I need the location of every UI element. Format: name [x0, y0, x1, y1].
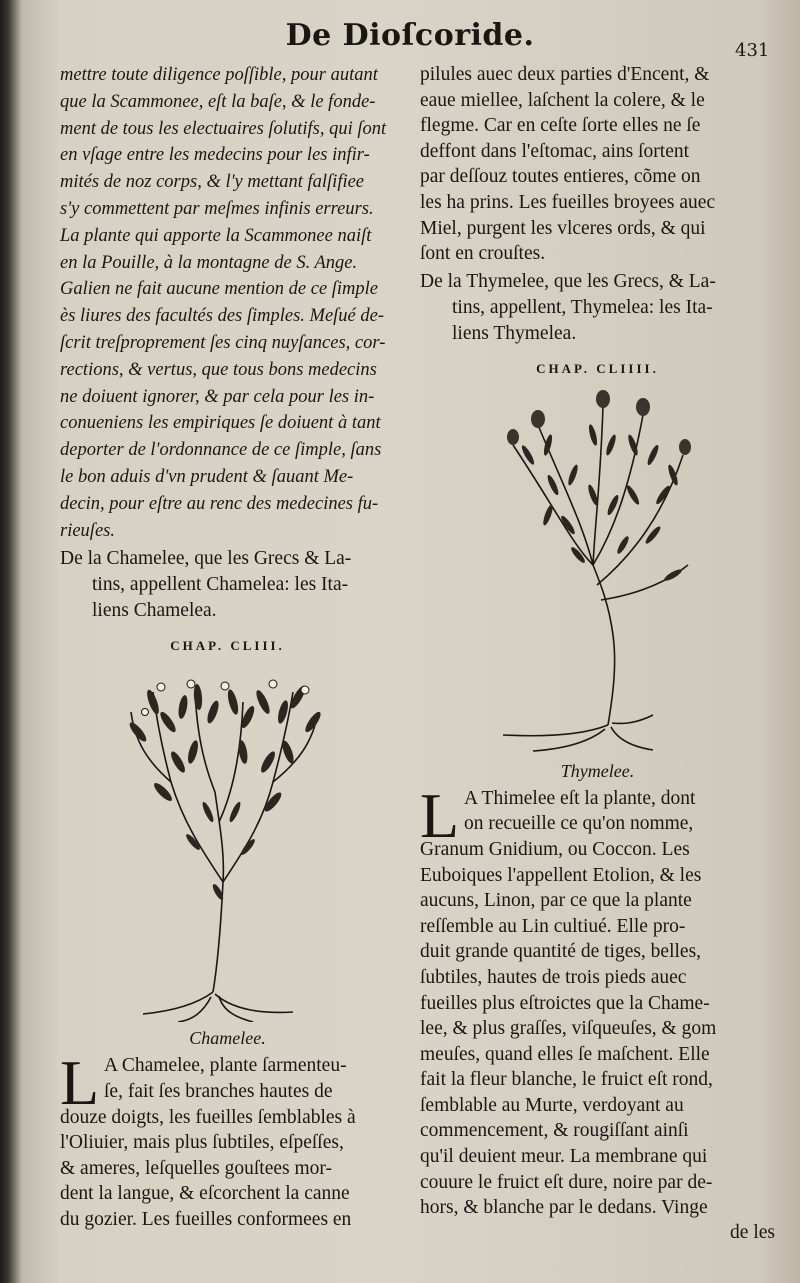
chapter-number: CHAP. CLIIII. — [536, 360, 659, 376]
text-line: ſont en crouſtes. — [420, 243, 546, 265]
text-line: qu'il deuient meur. La membrane qui — [420, 1146, 708, 1168]
text-line: fueilles plus eſtroictes que la Chame- — [420, 992, 710, 1014]
text-line: les ha prins. Les fueilles broyees auec — [420, 191, 716, 213]
chamelee-woodcut-illustration — [123, 662, 333, 1022]
text-line: A Chamelee, plante ſarmenteu- — [104, 1055, 347, 1077]
text-line: & ameres, leſquelles gouſtees mor- — [60, 1157, 332, 1179]
text-line: Granum Gnidium, ou Coccon. Les — [420, 838, 690, 860]
text-line: aucuns, Linon, par ce que la plante — [420, 890, 692, 912]
text-line: on recueille ce qu'on nomme, — [464, 813, 694, 835]
title-line: De la Chamelee, que les Grecs & La- — [60, 548, 352, 570]
text-line: s'y commettent par meſmes infinis erreurs. — [60, 198, 374, 219]
right-column — [420, 62, 775, 1245]
text-line: mettre toute diligence poſſible, pour autant — [60, 65, 378, 85]
figure-caption: Chamelee. — [189, 1028, 266, 1049]
text-line: dent la langue, & eſcorchent la canne — [60, 1183, 350, 1205]
title-line: liens Thymelea. — [452, 322, 577, 344]
text-line: duit grande quantité de tiges, belles, — [420, 941, 702, 963]
text-line: A Thimelee eſt la plante, dont — [464, 787, 696, 809]
text-line: ſubtiles, hautes de trois pieds auec — [420, 966, 687, 988]
text-line: fait la fleur blanche, le fruict eſt rond, — [420, 1069, 713, 1091]
title-line: tins, appellent, Thymelea: les Ita- — [452, 296, 713, 318]
chapter-title — [60, 546, 395, 624]
text-line: ment de tous les electuaires ſolutifs, qui ſont — [60, 118, 387, 139]
figure-caption: Thymelee. — [560, 760, 635, 781]
chapter-body — [420, 779, 775, 1245]
text-line: Miel, purgent les vlceres ords, & qui — [420, 217, 706, 239]
text-line: que la Scammonee, eſt la baſe, & le fonde- — [60, 91, 376, 112]
text-line: l'Oliuier, mais plus ſubtiles, eſpeſſes, — [60, 1132, 344, 1154]
catchword: de les — [730, 1221, 775, 1243]
text-line: reſſemble au Lin cultiué. Elle pro- — [420, 915, 686, 937]
title-line: liens Chamelea. — [92, 600, 217, 622]
text-line: Galien ne fait aucune mention de ce ſimple — [60, 279, 379, 300]
text-line: decin, pour eſtre au renc des medecines fu- — [60, 493, 379, 514]
text-line: rections, & vertus, que tous bons medecins — [60, 359, 377, 380]
text-line: pilules auec deux parties d'Encent, & — [420, 64, 710, 85]
text-line: Euboiques l'appellent Etolion, & les — [420, 864, 702, 886]
chapter-body — [60, 1047, 395, 1232]
italic-commentary — [60, 62, 395, 544]
text-line: meuſes, quand elles ſe maſchent. Elle — [420, 1043, 710, 1065]
text-line: deporter de l'ordonnance de ce ſimple, ſans — [60, 440, 382, 461]
text-line: La plante qui apporte la Scammonee naiſt — [60, 225, 372, 246]
text-line: en la Pouille, à la montagne de S. Ange. — [60, 252, 358, 273]
drop-cap: L — [420, 779, 460, 851]
page-number: 431 — [735, 40, 770, 61]
text-line: couure le fruict eſt dure, noire par de- — [420, 1171, 713, 1193]
text-line: ſe, fait ſes branches hautes de — [104, 1080, 333, 1102]
text-line: en vſage entre les medecins pour les infir- — [60, 145, 370, 166]
text-line: commencement, & rougiſſant ainſi — [420, 1120, 689, 1142]
text-line: le bon aduis d'vn prudent & ſauant Me- — [60, 466, 354, 487]
chapter-title — [420, 269, 775, 347]
drop-cap: L — [60, 1047, 100, 1119]
text-line: deffont dans l'eſtomac, ains ſortent — [420, 140, 690, 162]
text-line: lee, & plus graſſes, viſqueuſes, & gom — [420, 1018, 717, 1040]
text-line: ne doiuent ignorer, & par cela pour les in- — [60, 386, 375, 407]
running-header: De Dioſcoride. — [285, 18, 535, 53]
title-line: tins, appellent Chamelea: les Ita- — [92, 574, 349, 596]
text-line: eaue miellee, laſchent la colere, & le — [420, 89, 705, 111]
text-line: mités de noz corps, & l'y mettant falſifiee — [60, 172, 365, 193]
chapter-number: CHAP. CLIII. — [170, 638, 285, 654]
continued-text — [420, 62, 775, 267]
text-line: ès liures des facultés des ſimples. Meſué de- — [60, 306, 385, 327]
text-line: rieuſes. — [60, 520, 115, 541]
thymelee-woodcut-illustration — [493, 385, 703, 755]
text-line: du gozier. Les fueilles conformees en — [60, 1208, 352, 1230]
title-line: De la Thymelee, que les Grecs, & La- — [420, 270, 716, 292]
text-line: par deſſouz toutes entieres, cõme on — [420, 166, 701, 188]
text-line: ſcrit treſproprement ſes cinq nuyſances, cor- — [60, 332, 386, 353]
text-line: ſemblable au Murte, verdoyant au — [420, 1094, 684, 1116]
text-line: flegme. Car en ceſte ſorte elles ne ſe — [420, 115, 701, 137]
left-column — [60, 62, 395, 1233]
text-line: conueniens les empiriques ſe doiuent à tant — [60, 413, 381, 434]
text-line: douze doigts, les fueilles ſemblables à — [60, 1106, 356, 1128]
text-line: hors, & blanche par le dedans. Vinge — [420, 1197, 708, 1219]
